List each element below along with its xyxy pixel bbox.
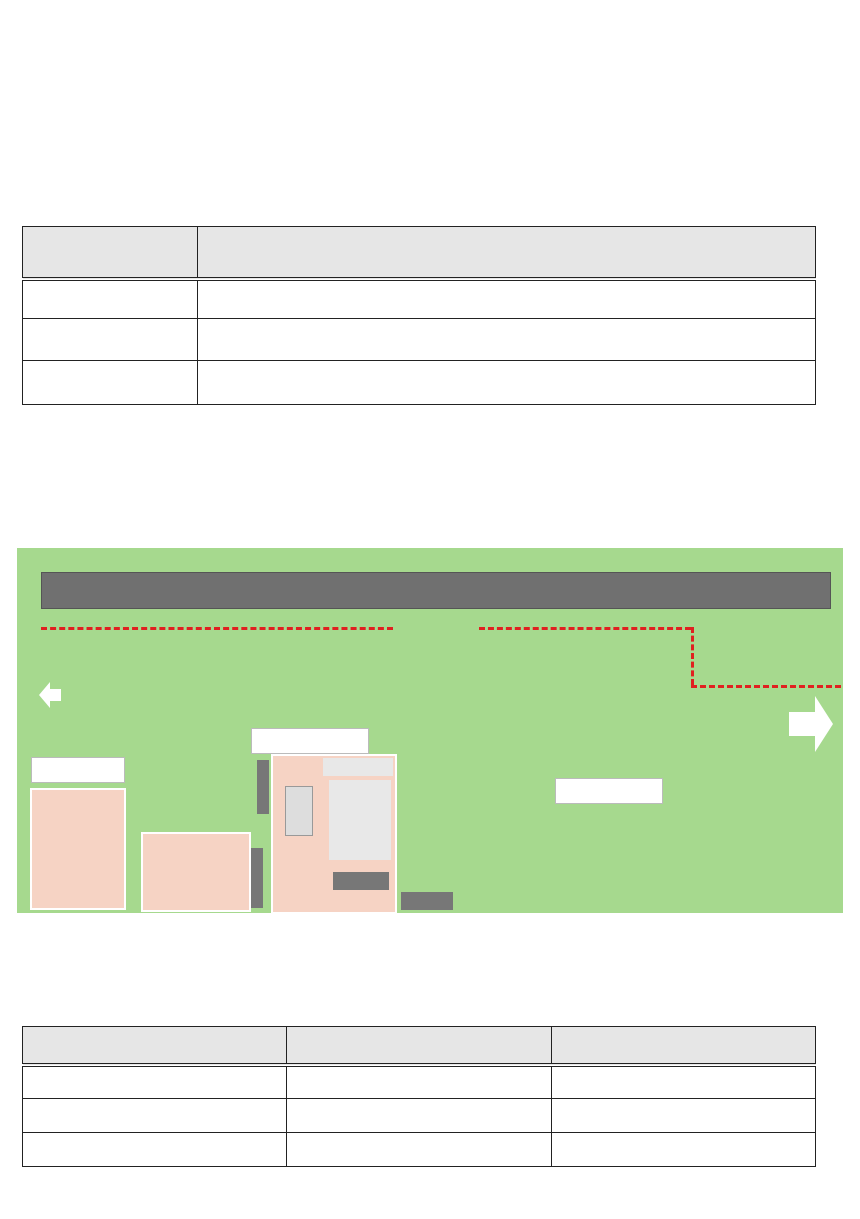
audience-seats [329, 780, 391, 860]
safety-fence-corner [691, 627, 694, 685]
spectator-stand [333, 872, 389, 890]
table-row [23, 279, 816, 319]
exhibit-booth-label [555, 778, 663, 804]
toilet [401, 892, 453, 910]
table-cell [23, 1065, 287, 1099]
safety-fence-left [41, 627, 393, 630]
left-arrow-icon [39, 682, 61, 708]
table-row [23, 1133, 816, 1167]
table-cell [552, 1133, 816, 1167]
main-stage-label [251, 728, 369, 754]
table-cell [198, 361, 816, 405]
header-cell [552, 1027, 816, 1065]
frequency-table [22, 1026, 816, 1167]
table-cell [287, 1065, 552, 1099]
vip-parking-zone [141, 832, 251, 912]
table-cell [287, 1099, 552, 1133]
table-cell [552, 1099, 816, 1133]
ambulance [249, 848, 263, 908]
stage-block [285, 786, 313, 836]
table-cell [23, 279, 198, 319]
control-room-label [31, 757, 125, 783]
table-header-row [23, 227, 816, 279]
table-cell [23, 319, 198, 361]
table-row [23, 1065, 816, 1099]
header-cell [198, 227, 816, 279]
table-cell [198, 319, 816, 361]
table-row [23, 361, 816, 405]
table-cell [23, 1099, 287, 1133]
header-cell [287, 1027, 552, 1065]
table-header-row [23, 1027, 816, 1065]
header-cell [23, 227, 198, 279]
table-cell [23, 361, 198, 405]
right-arrow-icon [789, 696, 833, 752]
runway-info-table [22, 226, 816, 405]
safety-fence-parking [691, 685, 841, 688]
airfield-layout-map [17, 548, 843, 913]
band-label [323, 758, 393, 776]
generator-truck [257, 760, 269, 814]
table-cell [287, 1133, 552, 1167]
runway [41, 572, 831, 609]
safety-fence-right [479, 627, 691, 630]
control-room-zone [30, 788, 126, 910]
table-cell [198, 279, 816, 319]
table-cell [23, 1133, 287, 1167]
header-cell [23, 1027, 287, 1065]
table-row [23, 319, 816, 361]
table-cell [552, 1065, 816, 1099]
table-row [23, 1099, 816, 1133]
